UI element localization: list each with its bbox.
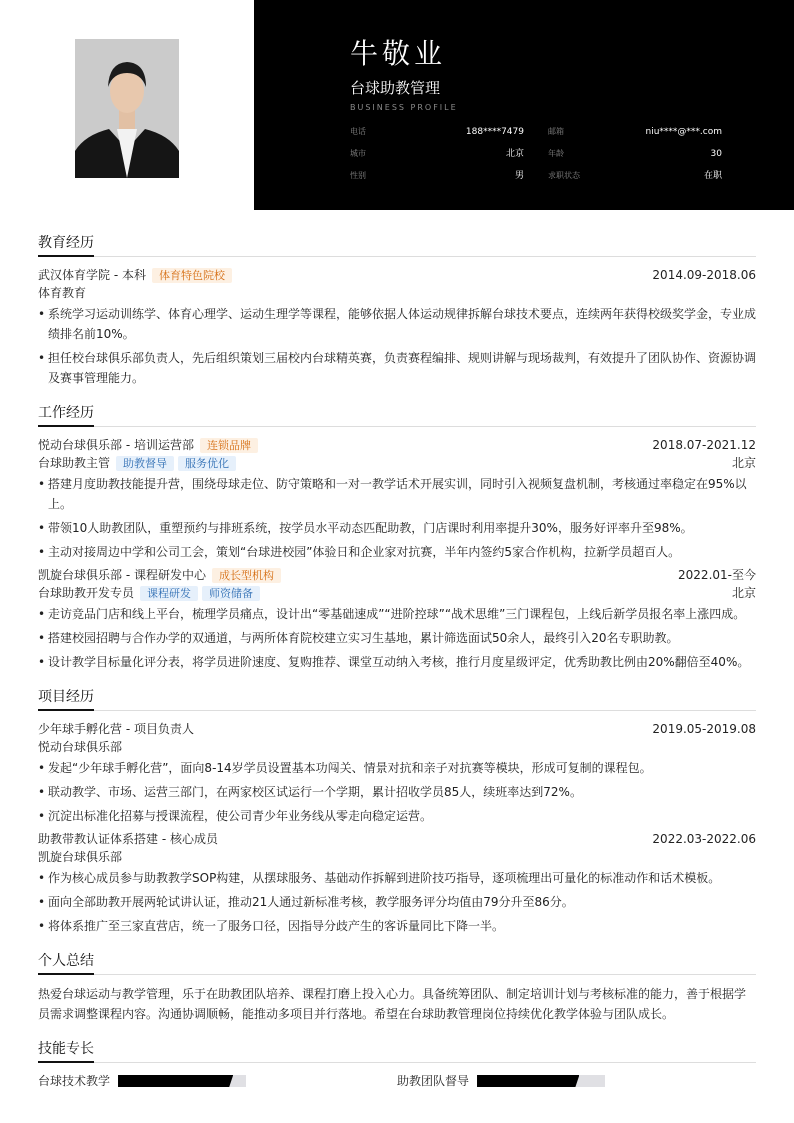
projects-section <box>38 686 756 936</box>
list-item: • 作为核心成员参与助教教学SOP构建，从摆球服务、基础动作拆解到进阶技巧指导，逐项梳理出可量化的标准动作和话术模板。 <box>38 868 756 888</box>
project-entry <box>38 830 756 936</box>
project-date: 2022.03-2022.06 <box>652 832 756 846</box>
position-tag: 师资储备 <box>202 586 260 601</box>
section-title: 工作经历 <box>38 403 94 427</box>
job-entry <box>38 436 756 562</box>
gender-value: 男 <box>514 171 524 181</box>
list-item: • 沉淀出标准化招募与授课流程，使公司青少年业务线从零走向稳定运营。 <box>38 806 756 826</box>
project-bullets <box>38 758 756 826</box>
major-row <box>38 284 756 302</box>
job-header <box>38 436 756 454</box>
project-name: 助教带教认证体系搭建 - 核心成员 <box>38 832 218 846</box>
city-label: 城市 <box>350 149 366 158</box>
profile-caption: BUSINESS PROFILE <box>350 103 458 112</box>
project-name: 少年球手孵化营 - 项目负责人 <box>38 722 194 736</box>
company-name: 悦动台球俱乐部 - 培训运营部 <box>38 438 194 452</box>
phone-value: 188****7479 <box>465 127 524 137</box>
school-tag: 体育特色院校 <box>152 268 232 283</box>
position-title: 台球助教主管 <box>38 456 111 470</box>
skill-level-fill <box>118 1075 233 1087</box>
photo-panel <box>0 0 254 210</box>
job-bullets <box>38 474 756 562</box>
info-row <box>350 125 722 147</box>
age-value: 30 <box>710 149 722 159</box>
project-entry <box>38 720 756 826</box>
target-role: 台球助教管理 <box>350 79 441 97</box>
position-tag: 助教督导 <box>116 456 174 471</box>
section-title: 项目经历 <box>38 687 94 711</box>
project-bullets <box>38 868 756 936</box>
list-item: • 搭建月度助教技能提升营，围绕母球走位、防守策略和一对一教学话术开展实训，同时引入视频复盘机制，考核通过率稳定在95%以上。 <box>38 474 756 514</box>
job-city: 北京 <box>731 456 756 470</box>
section-divider <box>38 426 756 427</box>
education-date: 2014.09-2018.06 <box>652 268 756 282</box>
info-row <box>350 147 722 169</box>
job-header <box>38 566 756 584</box>
section-title: 个人总结 <box>38 951 94 975</box>
skill-bar <box>477 1075 605 1087</box>
project-org-row <box>38 738 756 756</box>
company-tag: 连锁品牌 <box>200 438 258 453</box>
section-divider <box>38 710 756 711</box>
list-item: • 面向全部助教开展两轮试讲认证，推动21人通过新标准考核，教学服务评分均值由79分升至86分。 <box>38 892 756 912</box>
list-item: • 担任校台球俱乐部负责人，先后组织策划三届校内台球精英赛，负责赛程编排、规则讲解与现场裁判，有效提升了团队协作、资源协调及赛事管理能力。 <box>38 348 756 388</box>
list-item: • 设计教学目标量化评分表，将学员进阶速度、复购推荐、课堂互动纳入考核，推行月度星级评定，优秀助教比例由20%翻倍至40%。 <box>38 652 756 672</box>
info-row <box>350 169 722 191</box>
status-value: 在职 <box>703 171 722 181</box>
position-tag: 课程研发 <box>140 586 198 601</box>
school-name: 武汉体育学院 - 本科 <box>38 268 146 282</box>
project-header <box>38 720 756 738</box>
section-title: 教育经历 <box>38 233 94 257</box>
skill-name: 助教团队督导 <box>397 1074 470 1088</box>
contact-info <box>350 125 722 191</box>
company-tag: 成长型机构 <box>212 568 281 583</box>
skills-list <box>38 1072 756 1090</box>
job-bullets <box>38 604 756 672</box>
section-divider <box>38 256 756 257</box>
position-tag: 服务优化 <box>178 456 236 471</box>
skill-item <box>38 1072 397 1090</box>
work-section <box>38 402 756 672</box>
company-name: 凯旋台球俱乐部 - 课程研发中心 <box>38 568 206 582</box>
list-item: • 将体系推广至三家直营店，统一了服务口径，因指导分歧产生的客诉量同比下降一半。 <box>38 916 756 936</box>
job-entry <box>38 566 756 672</box>
section-divider <box>38 974 756 975</box>
section-divider <box>38 1062 756 1063</box>
email-value: niu****@***.com <box>645 127 722 137</box>
section-title: 技能专长 <box>38 1039 94 1063</box>
header-banner <box>254 0 794 210</box>
list-item: • 搭建校园招聘与合作办学的双通道，与两所体育院校建立实习生基地，累计筛选面试50余人，最终引入20名专职助教。 <box>38 628 756 648</box>
skill-name: 台球技术教学 <box>38 1074 111 1088</box>
list-item: • 走访竞品门店和线上平台，梳理学员痛点，设计出“零基础速成”“进阶控球”“战术思维”三门课程包，上线后新学员报名率上涨四成。 <box>38 604 756 624</box>
email-label: 邮箱 <box>548 127 564 136</box>
project-org: 悦动台球俱乐部 <box>38 740 123 754</box>
job-city: 北京 <box>731 586 756 600</box>
city-value: 北京 <box>505 149 524 159</box>
education-section <box>38 232 756 388</box>
summary-text: 热爱台球运动与教学管理，乐于在助教团队培养、课程打磨上投入心力。具备统筹团队、制定培训计划与考核标准的能力，善于根据学员需求调整课程内容。沟通协调顺畅，能推动多项目并行落地。希望在台球助教管理岗位持续优化教学体验与团队成长。 <box>38 987 747 1021</box>
project-org-row <box>38 848 756 866</box>
age-label: 年龄 <box>548 149 564 158</box>
education-header <box>38 266 756 284</box>
candidate-name: 牛敬业 <box>350 37 447 70</box>
job-date: 2018.07-2021.12 <box>652 438 756 452</box>
list-item: • 主动对接周边中学和公司工会，策划“台球进校园”体验日和企业家对抗赛，半年内签约5家合作机构，拉新学员超百人。 <box>38 542 756 562</box>
position-row <box>38 584 756 602</box>
major: 体育教育 <box>38 286 87 300</box>
list-item: • 带领10人助教团队，重塑预约与排班系统，按学员水平动态匹配助教，门店课时利用率提升30%，服务好评率升至98%。 <box>38 518 756 538</box>
list-item: • 发起“少年球手孵化营”，面向8-14岁学员设置基本功闯关、情景对抗和亲子对抗赛等模块，形成可复制的课程包。 <box>38 758 756 778</box>
skill-bar <box>118 1075 246 1087</box>
project-date: 2019.05-2019.08 <box>652 722 756 736</box>
gender-label: 性别 <box>350 171 366 180</box>
status-label: 求职状态 <box>548 171 580 180</box>
project-org: 凯旋台球俱乐部 <box>38 850 123 864</box>
education-bullets <box>38 304 756 388</box>
list-item: • 联动教学、市场、运营三部门，在两家校区试运行一个学期，累计招收学员85人，续班率达到72%。 <box>38 782 756 802</box>
position-row <box>38 454 756 472</box>
project-header <box>38 830 756 848</box>
profile-photo <box>75 39 179 178</box>
list-item: • 系统学习运动训练学、体育心理学、运动生理学等课程，能够依据人体运动规律拆解台球技术要点，连续两年获得校级奖学金，专业成绩排名前10%。 <box>38 304 756 344</box>
summary-section <box>38 950 756 1024</box>
skill-item <box>397 1072 756 1090</box>
phone-label: 电话 <box>350 127 366 136</box>
position-title: 台球助教开发专员 <box>38 586 135 600</box>
resume-body <box>38 232 756 1104</box>
job-date: 2022.01-至今 <box>678 568 756 582</box>
skill-level-fill <box>477 1075 579 1087</box>
skills-section <box>38 1038 756 1090</box>
